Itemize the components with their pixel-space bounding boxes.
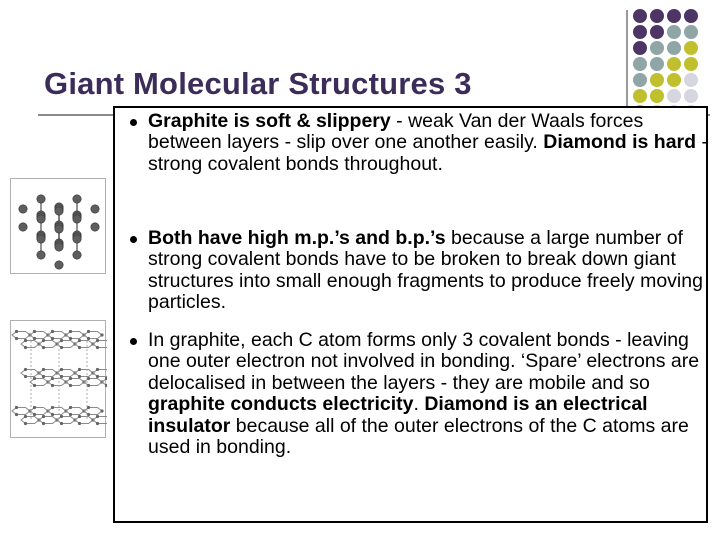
carbon-atom (42, 415, 45, 418)
carbon-atom (96, 368, 99, 371)
carbon-atom (37, 235, 45, 243)
carbon-atom (69, 384, 72, 387)
bullet-text: In graphite, each C atom forms only 3 covalent bonds - leaving one outer electron not involved in bonding. ‘Spare’ electrons are delocalised in between the layers - they are mobile and so (148, 329, 700, 394)
graphite-ring (93, 370, 107, 377)
decorative-dot-grid (633, 9, 720, 121)
graphite-ring (93, 417, 107, 424)
decorative-dot (650, 73, 664, 87)
bullet-text-bold: Both have high m.p.’s and b.p.’s (148, 227, 446, 249)
graphite-ring (30, 332, 48, 339)
carbon-atom (91, 205, 99, 213)
bullet-text-bold: graphite conducts electricity (148, 393, 414, 416)
bullet-dot-icon (130, 338, 137, 345)
decorative-dot (633, 57, 647, 71)
carbon-atom (96, 339, 99, 342)
graphite-ring (12, 332, 30, 339)
carbon-atom (78, 339, 81, 342)
carbon-atom (60, 346, 63, 349)
decorative-dot (633, 9, 647, 23)
bullet-text: . (413, 393, 425, 416)
carbon-atom (55, 243, 63, 251)
carbon-atom (42, 422, 45, 425)
carbon-atom (42, 346, 45, 349)
bullet-item (130, 330, 720, 458)
carbon-atom (33, 377, 36, 380)
carbon-atom (87, 337, 90, 340)
carbon-atom (42, 339, 45, 342)
graphite-ring (30, 379, 48, 386)
decorative-dot (684, 9, 698, 23)
carbon-atom (24, 415, 27, 418)
decorative-dot (667, 9, 681, 23)
carbon-atom (100, 333, 103, 336)
carbon-atom (69, 330, 72, 333)
graphite-ring (39, 417, 57, 424)
carbon-atom (69, 413, 72, 416)
graphite-ring (57, 417, 75, 424)
carbon-atom (51, 330, 54, 333)
graphite-ring (84, 332, 102, 339)
carbon-atom (24, 368, 27, 371)
decorative-dot (684, 25, 698, 39)
carbon-atom (51, 377, 54, 380)
carbon-atom (78, 346, 81, 349)
graphite-ring (66, 408, 84, 415)
carbon-atom (33, 413, 36, 416)
carbon-atom (42, 375, 45, 378)
graphite-ring (66, 332, 84, 339)
carbon-atom (69, 337, 72, 340)
carbon-atom (87, 330, 90, 333)
carbon-atom (37, 215, 45, 223)
diamond-lattice-graphic (11, 179, 107, 275)
slide-title: Giant Molecular Structures 3 (44, 66, 472, 101)
carbon-atom (60, 339, 63, 342)
graphite-ring (75, 370, 93, 377)
decorative-dot (633, 89, 647, 103)
carbon-atom (15, 330, 18, 333)
carbon-atom (42, 368, 45, 371)
carbon-atom (24, 422, 27, 425)
graphite-ring (48, 408, 66, 415)
graphite-layers-graphic (11, 321, 107, 439)
decorative-dot (667, 25, 681, 39)
decorative-dot (650, 41, 664, 55)
graphite-ring (39, 341, 57, 348)
carbon-atom (60, 375, 63, 378)
graphite-ring (48, 332, 66, 339)
carbon-atom (78, 368, 81, 371)
graphite-ring (93, 341, 107, 348)
carbon-atom (37, 195, 45, 203)
graphite-ring (48, 379, 66, 386)
decorative-dot (650, 9, 664, 23)
carbon-atom (33, 330, 36, 333)
carbon-atom (55, 225, 63, 233)
carbon-atom (91, 223, 99, 231)
bullet-dot-icon (130, 236, 137, 243)
carbon-atom (15, 413, 18, 416)
carbon-atom (69, 377, 72, 380)
bullet-item (130, 111, 720, 175)
carbon-atom (78, 422, 81, 425)
carbon-atom (19, 223, 27, 231)
graphite-ring (30, 408, 48, 415)
carbon-atom (55, 261, 63, 269)
carbon-atom (96, 422, 99, 425)
bullet-item (130, 228, 720, 314)
graphite-ring (21, 417, 39, 424)
graphite-ring (21, 370, 39, 377)
carbon-atom (73, 235, 81, 243)
bullet-text: because a large number of strong covalent bonds have to be broken to break down giant structures into small enough fragments to produce freely moving particles. (148, 227, 703, 314)
bullet-text-bold: Diamond is an electrical insulator (148, 393, 648, 437)
decorative-dot (667, 73, 681, 87)
carbon-atom (15, 337, 18, 340)
decorative-dot (633, 25, 647, 39)
decorative-dot (650, 25, 664, 39)
diamond-structure-image (10, 178, 106, 274)
decorative-dot (684, 41, 698, 55)
graphite-ring (39, 370, 57, 377)
carbon-atom (78, 415, 81, 418)
carbon-atom (60, 422, 63, 425)
carbon-atom (96, 415, 99, 418)
decorative-dot (633, 41, 647, 55)
graphite-ring (75, 341, 93, 348)
carbon-atom (19, 205, 27, 213)
carbon-atom (15, 406, 18, 409)
decorative-dot (650, 89, 664, 103)
decorative-dot (667, 89, 681, 103)
graphite-ring (75, 417, 93, 424)
carbon-atom (37, 251, 45, 259)
carbon-atom (51, 384, 54, 387)
carbon-atom (24, 346, 27, 349)
bullet-dot-icon (130, 119, 137, 126)
carbon-atom (51, 337, 54, 340)
carbon-atom (96, 375, 99, 378)
carbon-atom (33, 384, 36, 387)
carbon-atom (73, 215, 81, 223)
decorative-vertical-rule (626, 10, 628, 118)
bullet-text: because all of the outer electrons of the C atoms are used in bonding. (148, 414, 689, 459)
bullet-text-bold: Diamond is hard (543, 131, 697, 154)
carbon-atom (51, 413, 54, 416)
bullet-text: - weak Van der Waals forces between layers - slip over one another easily. (148, 110, 644, 154)
decorative-dot (684, 89, 698, 103)
carbon-atom (73, 251, 81, 259)
graphite-structure-image (10, 320, 106, 438)
decorative-dot (684, 57, 698, 71)
carbon-atom (24, 375, 27, 378)
decorative-dot (667, 57, 681, 71)
carbon-atom (73, 195, 81, 203)
decorative-dot (684, 73, 698, 87)
carbon-atom (96, 346, 99, 349)
decorative-dot (650, 57, 664, 71)
graphite-ring (12, 408, 30, 415)
carbon-atom (78, 375, 81, 378)
graphite-ring (21, 341, 39, 348)
graphite-ring (66, 379, 84, 386)
carbon-atom (60, 368, 63, 371)
carbon-atom (69, 406, 72, 409)
graphite-ring (57, 370, 75, 377)
carbon-atom (55, 207, 63, 215)
carbon-atom (24, 339, 27, 342)
decorative-dot (633, 73, 647, 87)
bullet-text-bold: Graphite is soft & slippery (148, 110, 391, 132)
graphite-ring (57, 341, 75, 348)
carbon-atom (60, 415, 63, 418)
decorative-dot (667, 41, 681, 55)
carbon-atom (33, 337, 36, 340)
carbon-atom (33, 406, 36, 409)
carbon-atom (100, 409, 103, 412)
bullet-text: - strong covalent bonds throughout. (148, 131, 708, 175)
carbon-atom (51, 406, 54, 409)
